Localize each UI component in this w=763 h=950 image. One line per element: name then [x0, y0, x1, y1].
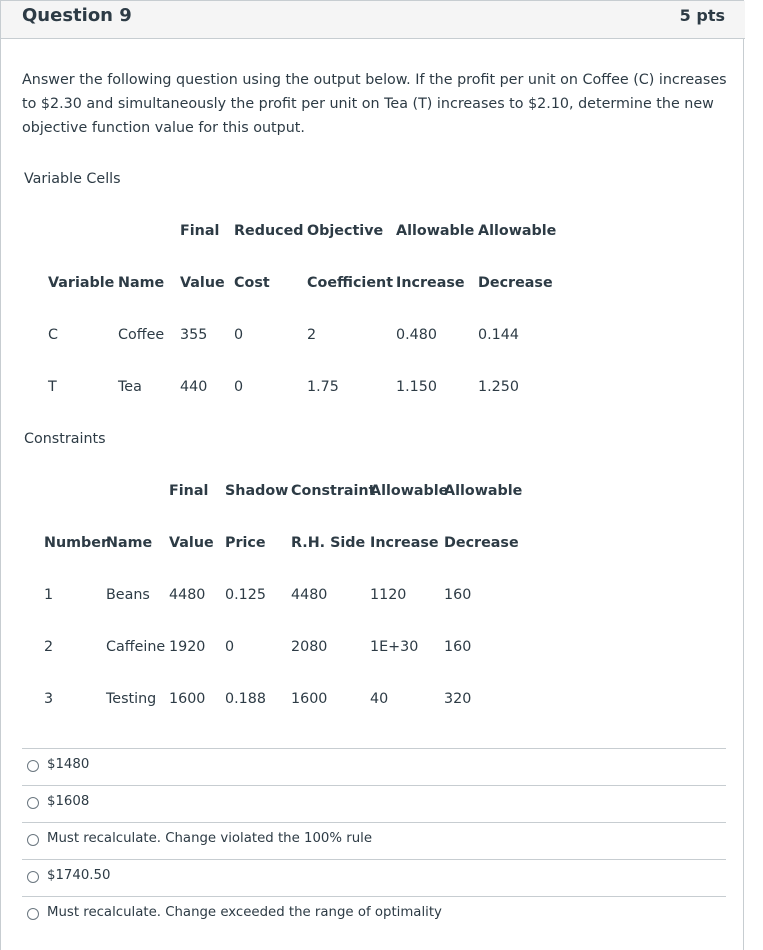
question-points: 5 pts [679, 6, 725, 25]
vc-header-cost: Cost [234, 275, 270, 291]
table-cell: Testing [106, 691, 157, 707]
question-header [1, 1, 745, 39]
table-cell: 160 [444, 639, 472, 655]
c-header-value: Value [169, 535, 214, 551]
question-title: Question 9 [22, 5, 132, 26]
table-cell: Caffeine [106, 639, 166, 655]
table-cell: 40 [370, 691, 389, 707]
constraints-label: Constraints [24, 431, 106, 447]
table-cell: 1120 [370, 587, 407, 603]
answer-option-3[interactable] [22, 822, 726, 859]
table-cell: 1920 [169, 639, 206, 655]
table-cell: 2 [307, 327, 317, 343]
answer-list [22, 748, 726, 933]
c-header-name: Name [106, 535, 153, 551]
table-cell: 1.75 [307, 379, 339, 395]
answer-option-1[interactable] [22, 748, 726, 785]
vc-header-final: Final [180, 223, 220, 239]
c-header-allowable-2: Allowable [444, 483, 523, 499]
vc-header-allowable-1: Allowable [396, 223, 475, 239]
table-cell: 160 [444, 587, 472, 603]
radio-button[interactable] [27, 834, 39, 846]
table-cell: 0 [234, 379, 244, 395]
table-cell: 1600 [169, 691, 206, 707]
radio-button[interactable] [27, 871, 39, 883]
radio-button[interactable] [27, 760, 39, 772]
vc-header-reduced: Reduced [234, 223, 304, 239]
table-cell: 0.480 [396, 327, 437, 343]
table-cell: 0 [234, 327, 244, 343]
table-cell: 0.144 [478, 327, 519, 343]
table-cell: 0 [225, 639, 235, 655]
table-cell: 2 [44, 639, 54, 655]
answer-label[interactable]: $1740.50 [47, 868, 111, 883]
table-cell: T [48, 379, 57, 395]
c-header-final: Final [169, 483, 209, 499]
table-cell: 440 [180, 379, 208, 395]
vc-header-value: Value [180, 275, 225, 291]
c-header-rhs: R.H. Side [291, 535, 366, 551]
answer-label[interactable]: Must recalculate. Change exceeded the range of optimality [47, 905, 442, 920]
vc-header-decrease: Decrease [478, 275, 553, 291]
table-cell: 1 [44, 587, 54, 603]
table-cell: 1.150 [396, 379, 437, 395]
radio-button[interactable] [27, 908, 39, 920]
question-prompt: Answer the following question using the output below. If the profit per unit on Coffee (C) increases to $2.30 and simultaneously the profit per unit on Tea (T) increases to $2.10, determine the new objective function value for this output. [22, 72, 727, 136]
table-cell: 355 [180, 327, 208, 343]
vc-header-coefficient: Coefficient [307, 275, 394, 291]
answer-label[interactable]: $1480 [47, 757, 90, 772]
table-cell: C [48, 327, 58, 343]
vc-header-variable: Variable [48, 275, 115, 291]
c-header-constraint: Constraint [291, 483, 376, 499]
c-header-allowable-1: Allowable [370, 483, 449, 499]
table-cell: 1.250 [478, 379, 519, 395]
table-cell: 0.188 [225, 691, 266, 707]
answer-label[interactable]: $1608 [47, 794, 90, 809]
answer-label[interactable]: Must recalculate. Change violated the 100% rule [47, 831, 373, 846]
table-cell: Beans [106, 587, 150, 603]
table-cell: 3 [44, 691, 54, 707]
table-cell: 2080 [291, 639, 328, 655]
table-cell: 0.125 [225, 587, 266, 603]
vc-header-objective: Objective [307, 223, 384, 239]
table-cell: 4480 [169, 587, 206, 603]
table-cell: Coffee [118, 327, 165, 343]
c-header-number: Number [44, 535, 109, 551]
c-header-price: Price [225, 535, 266, 551]
table-cell: Tea [118, 379, 142, 395]
vc-header-increase: Increase [396, 275, 465, 291]
c-header-shadow: Shadow [225, 483, 289, 499]
vc-header-name: Name [118, 275, 165, 291]
vc-header-allowable-2: Allowable [478, 223, 557, 239]
table-cell: 4480 [291, 587, 328, 603]
answer-option-2[interactable] [22, 785, 726, 822]
c-header-increase: Increase [370, 535, 439, 551]
table-cell: 1E+30 [370, 639, 419, 655]
variable-cells-label: Variable Cells [24, 171, 121, 187]
radio-button[interactable] [27, 797, 39, 809]
table-cell: 320 [444, 691, 472, 707]
table-cell: 1600 [291, 691, 328, 707]
c-header-decrease: Decrease [444, 535, 519, 551]
answer-option-4[interactable] [22, 859, 726, 896]
answer-option-5[interactable] [22, 896, 726, 933]
